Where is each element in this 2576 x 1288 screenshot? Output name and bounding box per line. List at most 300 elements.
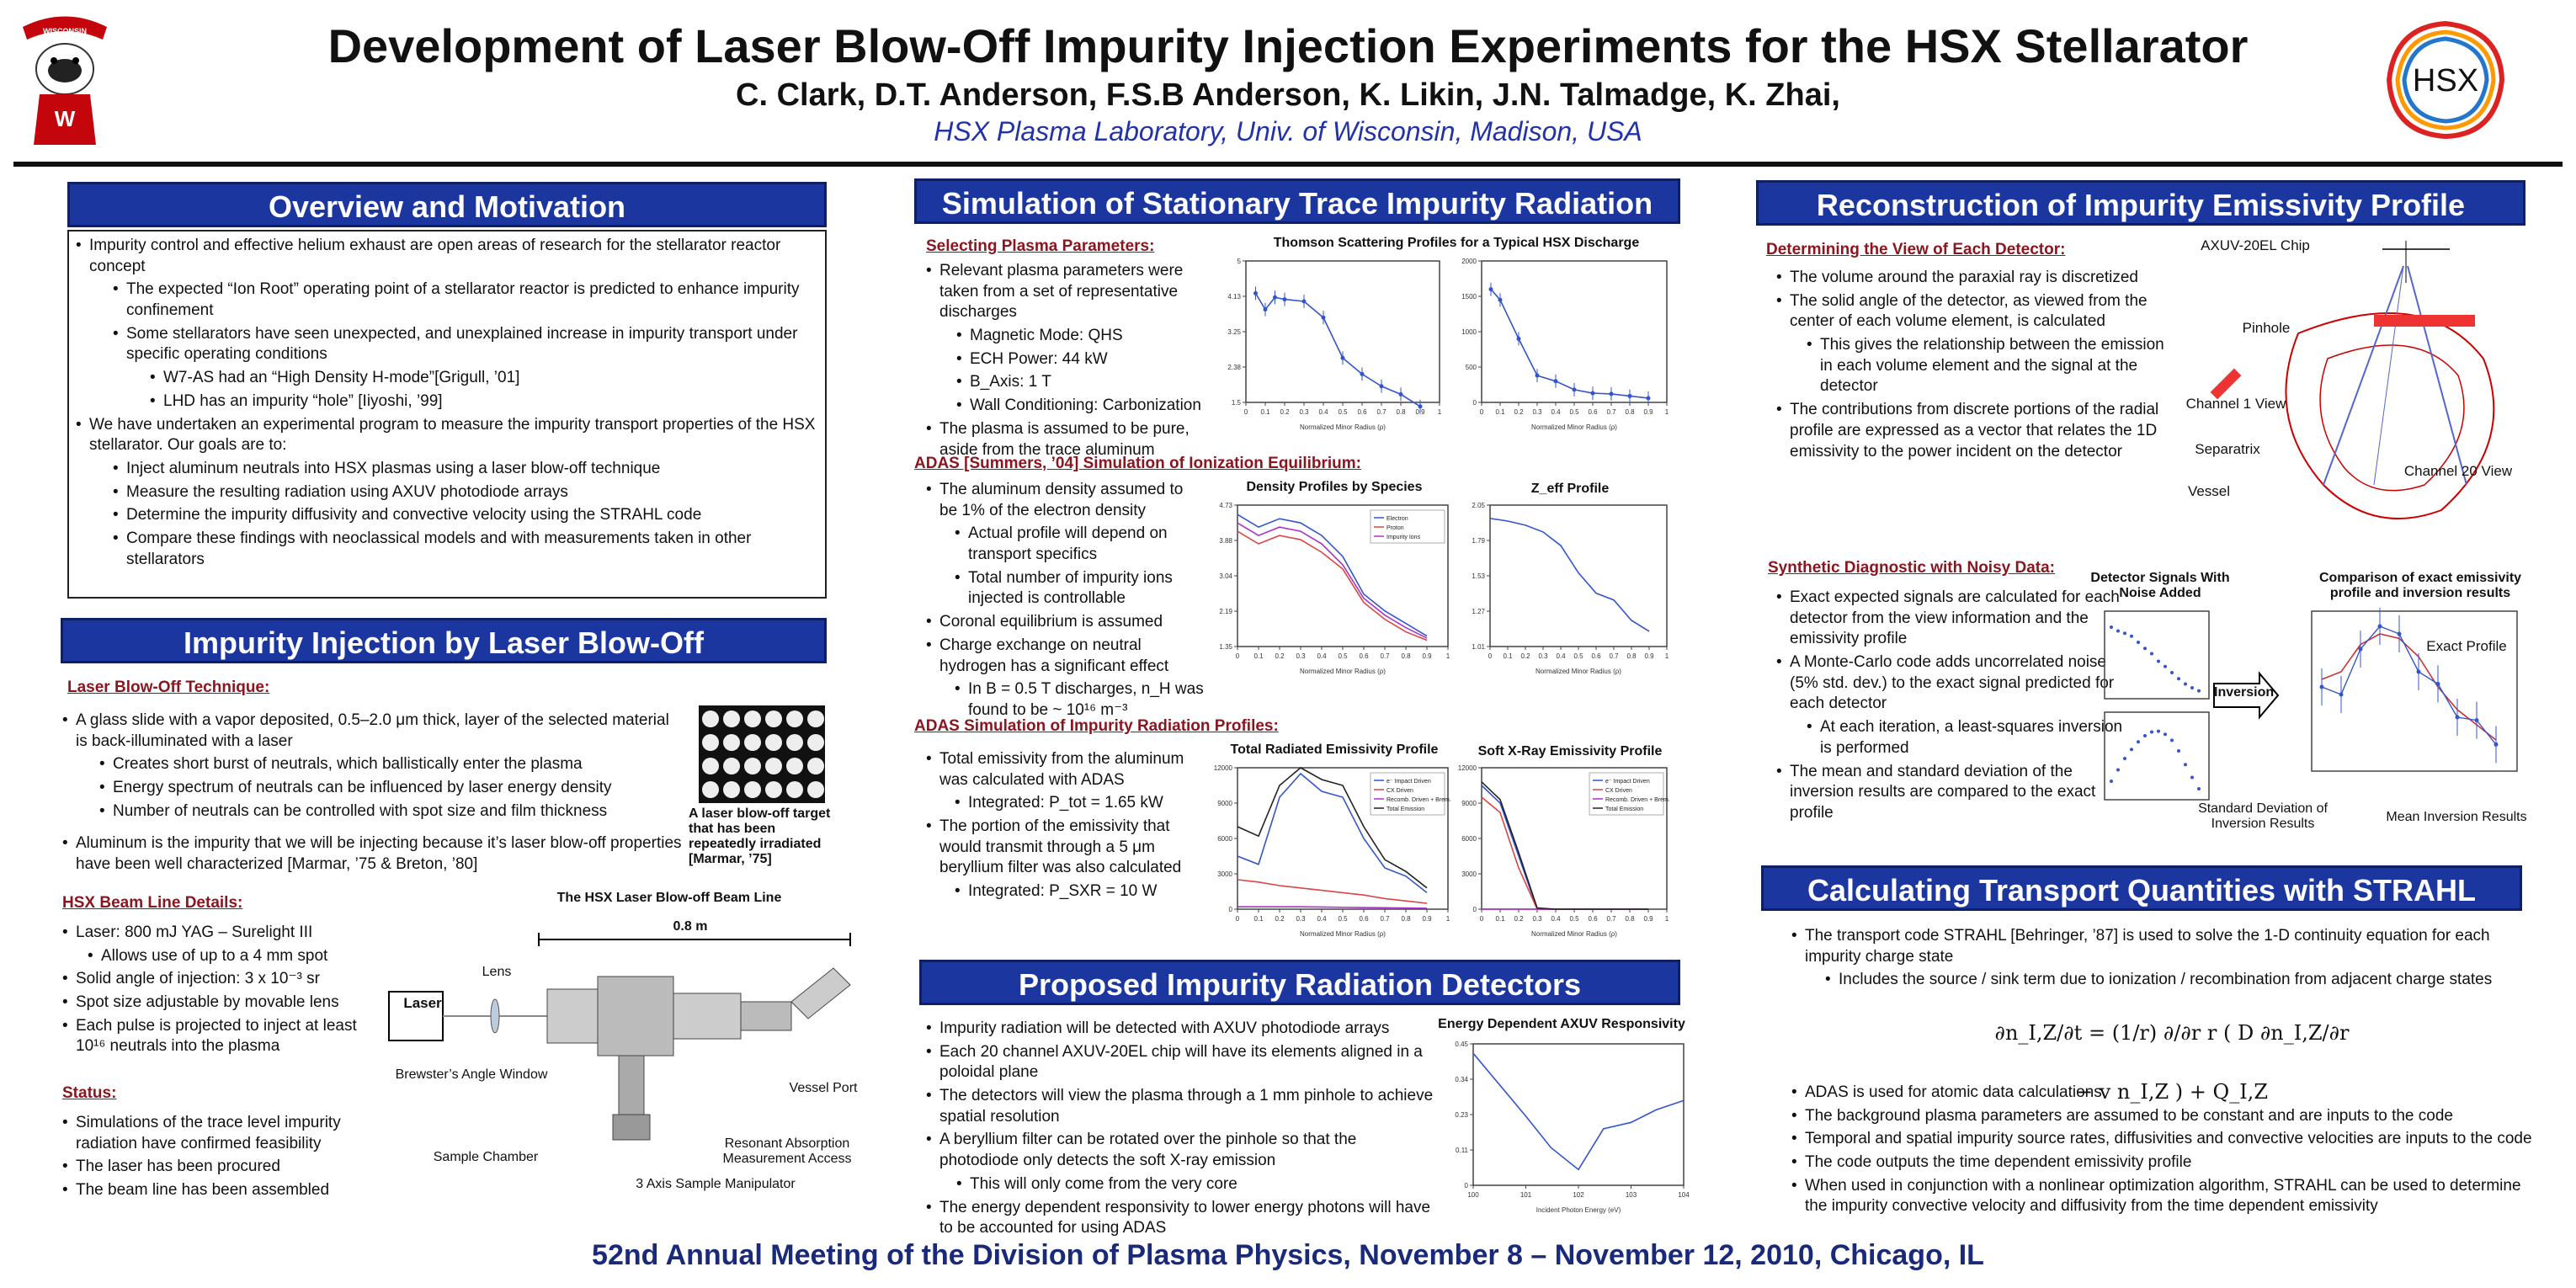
list-item: • The volume around the paraxial ray is discretized — [1776, 268, 2172, 289]
x-tick-label: 0.5 — [1569, 408, 1579, 416]
list-item: • The detectors will view the plasma through a 1 mm pinhole to achieve spatial resolution — [926, 1086, 1440, 1127]
y-tick-label: 12000 — [1457, 764, 1477, 772]
y-tick-label: 1.35 — [1219, 643, 1232, 651]
x-axis-label: Incident Photon Energy (eV) — [1535, 1206, 1621, 1214]
y-tick-label: 4.73 — [1219, 502, 1232, 509]
legend-label: Proton — [1386, 525, 1404, 531]
x-tick-label: 0 — [1235, 915, 1240, 923]
legend-label: Electron — [1386, 516, 1408, 522]
series-line — [1256, 293, 1421, 406]
detectors-title: Proposed Impurity Radiation Detectors — [919, 960, 1680, 1005]
mean-point — [2359, 647, 2363, 652]
legend-label: Total Emission — [1605, 806, 1644, 812]
signal-point — [2157, 660, 2160, 663]
list-item: • The contributions from discrete portions of the radial profile are expressed as a vector that relates the 1D emissivity to the power incident on the detector — [1776, 400, 2172, 462]
footer-meeting: 52nd Annual Meeting of the Division of Plasma Physics, November 8 – November 12, 2010, Chicago, IL — [592, 1239, 1984, 1271]
y-tick-label: 2.19 — [1219, 608, 1232, 615]
y-tick-label: 1.53 — [1472, 572, 1485, 580]
laser-label: Laser — [403, 995, 442, 1011]
x-tick-label: 0.8 — [1401, 652, 1411, 660]
y-tick-label: 6000 — [1461, 835, 1477, 843]
list-item: • Includes the source / sink term due to ionization / recombination from adjacent charge states — [1825, 970, 2524, 991]
signal-point — [2123, 757, 2126, 760]
target-spot — [765, 711, 782, 727]
list-item: • We have undertaken an experimental program to measure the impurity transport properties of the HSX stellarator. Our goals are to: — [76, 415, 818, 456]
list-item: • Aluminum is the impurity that we will be injecting because it’s laser blow-off properties have been well characterized [Marmar, ’75 & Breton, ’80] — [62, 833, 685, 875]
beamline-length: 0.8 m — [673, 919, 708, 934]
list-item: • Each pulse is projected to inject at least 10¹⁶ neutrals into the plasma — [62, 1016, 374, 1057]
x-tick-label: 0 — [1479, 915, 1484, 923]
list-item: • Integrated: P_tot = 1.65 kW — [955, 793, 1212, 814]
list-item: • Exact expected signals are calculated for each detector from the view information and the emissivity profile — [1776, 588, 2130, 650]
resp-title: Energy Dependent AXUV Responsivity — [1438, 1017, 1685, 1031]
list-item: • Energy spectrum of neutrals can be influenced by laser energy density — [99, 778, 677, 799]
x-tick-label: 0.9 — [1422, 652, 1432, 660]
y-tick-label: 3.04 — [1219, 572, 1232, 580]
density-title: Density Profiles by Species — [1246, 480, 1423, 494]
x-tick-label: 0.2 — [1514, 408, 1524, 416]
manipulator-label: 3 Axis Sample Manipulator — [636, 1177, 796, 1191]
y-tick-label: 4.13 — [1227, 293, 1241, 301]
target-spot — [702, 758, 719, 774]
target-photo — [699, 705, 825, 803]
responsivity-chart — [1440, 1034, 1692, 1219]
y-tick-label: 1500 — [1461, 293, 1477, 301]
y-tick-label: 3.25 — [1227, 328, 1241, 336]
signal-point — [2116, 630, 2120, 633]
detector-signals-chart — [2096, 606, 2214, 808]
status-heading: Status: — [62, 1084, 117, 1102]
inversion-label: Inversion — [2214, 685, 2275, 700]
signal-point — [2177, 749, 2180, 753]
sample-chamber-label: Sample Chamber — [433, 1150, 539, 1164]
plot-frame — [1473, 1044, 1684, 1185]
y-tick-label: 2000 — [1461, 258, 1477, 265]
mean-point — [2378, 625, 2382, 629]
y-tick-label: 5 — [1237, 258, 1241, 265]
list-item: • Coronal equilibrium is assumed — [926, 612, 1204, 633]
total-rad-title: Total Radiated Emissivity Profile — [1230, 742, 1439, 757]
sxr-chart — [1445, 758, 1675, 943]
injection-title: Impurity Injection by Laser Blow-Off — [61, 618, 827, 663]
x-tick-label: 1 — [1445, 652, 1450, 660]
x-tick-label: 0.5 — [1573, 652, 1583, 660]
list-item: • LHD has an impurity “hole” [Iiyoshi, ’99] — [150, 391, 818, 412]
resonant-label: Resonant Absorption Measurement Access — [722, 1136, 852, 1166]
x-tick-label: 0.5 — [1338, 408, 1348, 416]
synth-heading: Synthetic Diagnostic with Noisy Data: — [1768, 559, 2055, 577]
beamline-heading: HSX Beam Line Details: — [62, 894, 243, 912]
sxr-title: Soft X-Ray Emissivity Profile — [1477, 744, 1663, 758]
x-tick-label: 0 — [1243, 408, 1248, 416]
signal-point — [2170, 738, 2174, 742]
x-tick-label: 0.8 — [1401, 915, 1411, 923]
list-item: • The background plasma parameters are assumed to be constant and are inputs to the code — [1791, 1106, 2532, 1127]
x-axis-label: Normalized Minor Radius (ρ) — [1300, 423, 1386, 431]
view-heading: Determining the View of Each Detector: — [1766, 241, 2066, 258]
target-spot — [786, 734, 803, 751]
target-spot — [744, 758, 761, 774]
legend-label: CX Driven — [1605, 788, 1632, 794]
ch20-label: Channel 20 View — [2403, 463, 2513, 479]
target-spot — [807, 734, 824, 751]
target-spot — [765, 758, 782, 774]
x-tick-label: 0.4 — [1556, 652, 1566, 660]
adas-list — [926, 480, 1204, 724]
x-tick-label: 0.2 — [1275, 915, 1285, 923]
authors: C. Clark, D.T. Anderson, F.S.B Anderson, K. Likin, J.N. Talmadge, K. Zhai, — [736, 77, 1840, 113]
x-tick-label: 101 — [1520, 1191, 1532, 1199]
list-item: • The beam line has been assembled — [62, 1180, 374, 1201]
list-item: • Compare these findings with neoclassical models and with measurements taken in other stellarators — [113, 529, 818, 570]
mean-point — [2436, 682, 2440, 686]
technique-list — [62, 711, 677, 824]
y-tick-label: 0.11 — [1456, 1147, 1468, 1154]
target-spot — [807, 781, 824, 798]
x-tick-label: 0.1 — [1253, 915, 1264, 923]
target-spot — [744, 711, 761, 727]
plot-frame — [1246, 261, 1440, 402]
vessel-port-label: Vessel Port — [789, 1081, 858, 1095]
beamline-list — [62, 923, 374, 1060]
signal-point — [2137, 740, 2140, 743]
list-item: • The solid angle of the detector, as viewed from the center of each volume element, is calculated — [1776, 291, 2172, 333]
target-spot — [723, 781, 740, 798]
y-tick-label: 9000 — [1217, 800, 1232, 807]
x-tick-label: 0.6 — [1359, 652, 1369, 660]
x-axis-label: Normalized Minor Radius (ρ) — [1535, 668, 1621, 675]
list-item: • Number of neutrals can be controlled with spot size and film thickness — [99, 801, 677, 822]
x-tick-label: 1 — [1664, 652, 1669, 660]
y-tick-label: 3.88 — [1219, 537, 1232, 545]
x-tick-label: 1 — [1445, 915, 1450, 923]
legend-label: e⁻ Impact Driven — [1605, 779, 1650, 785]
x-tick-label: 0.3 — [1532, 915, 1542, 923]
list-item: • The portion of the emissivity that would transmit through a 5 μm beryllium filter was also calculated — [926, 817, 1212, 879]
x-tick-label: 0.5 — [1569, 915, 1579, 923]
aluminum-note — [62, 833, 685, 877]
list-item: • A Monte-Carlo code adds uncorrelated noise (5% std. dev.) to the exact signal predicted for each detector — [1776, 652, 2130, 715]
series-line — [1237, 907, 1427, 908]
x-tick-label: 0.3 — [1299, 408, 1309, 416]
y-tick-label: 12000 — [1213, 764, 1232, 772]
y-tick-label: 1.5 — [1231, 399, 1241, 407]
x-tick-label: 104 — [1678, 1191, 1690, 1199]
x-tick-label: 0.1 — [1260, 408, 1270, 416]
list-item: • The code outputs the time dependent emissivity profile — [1791, 1152, 2532, 1174]
x-tick-label: 0.8 — [1396, 408, 1406, 416]
thomson-temperature-chart — [1448, 251, 1675, 436]
mean-point — [2475, 718, 2479, 722]
y-tick-label: 0 — [1464, 1182, 1468, 1190]
signal-point — [2190, 776, 2194, 780]
list-item: • Temporal and spatial impurity source rates, diffusivities and convective velocities are inputs to the code — [1791, 1129, 2532, 1150]
x-tick-label: 0.7 — [1376, 408, 1386, 416]
target-spot — [786, 781, 803, 798]
target-spot — [744, 781, 761, 798]
x-tick-label: 0.4 — [1551, 915, 1561, 923]
signal-point — [2110, 780, 2113, 783]
beamline-diagram-title: The HSX Laser Blow-off Beam Line — [556, 891, 782, 905]
list-item: • A glass slide with a vapor deposited, 0.5–2.0 μm thick, layer of the selected material is back-illuminated with a laser — [62, 711, 677, 752]
signal-point — [2116, 769, 2120, 772]
x-tick-label: 0.7 — [1606, 915, 1616, 923]
y-tick-label: 0 — [1228, 906, 1232, 913]
signal-point — [2164, 665, 2167, 668]
strahl-title: Calculating Transport Quantities with STRAHL — [1761, 865, 2522, 911]
detectors-list — [926, 1019, 1440, 1242]
list-item: • Measure the resulting radiation using AXUV photodiode arrays — [113, 482, 818, 503]
signal-point — [2150, 652, 2153, 656]
x-tick-label: 0.6 — [1359, 915, 1369, 923]
list-item: • ADAS is used for atomic data calculations — [1791, 1083, 2532, 1104]
list-item: • The energy dependent responsivity to lower energy photons will have to be accounted for using ADAS — [926, 1198, 1440, 1239]
list-item: • This gives the relationship between the emission in each volume element and the signal at the detector — [1807, 335, 2172, 397]
hsx-logo — [2382, 17, 2509, 143]
status-list — [62, 1113, 374, 1204]
list-item: • The plasma is assumed to be pure, aside from the trace aluminum — [926, 419, 1212, 460]
header-divider — [13, 162, 2563, 167]
legend-label: Recomb. Driven + Brem. — [1386, 797, 1451, 803]
signal-point — [2190, 686, 2194, 689]
y-tick-label: 2.38 — [1227, 364, 1241, 371]
target-spot — [702, 734, 719, 751]
list-item: • Relevant plasma parameters were taken from a set of representative discharges — [926, 261, 1212, 323]
target-spot — [723, 711, 740, 727]
list-item: • Total number of impurity ions injected is controllable — [955, 568, 1204, 609]
compare-title: Comparison of exact emissivity profile and inversion results — [2318, 571, 2522, 600]
x-tick-label: 0.8 — [1625, 408, 1635, 416]
list-item: • B_Axis: 1 T — [956, 372, 1212, 393]
y-tick-label: 2.05 — [1472, 502, 1485, 509]
x-tick-label: 0.7 — [1606, 408, 1616, 416]
signal-point — [2130, 748, 2133, 751]
thomson-density-chart — [1212, 251, 1448, 436]
continuity-equation: ∂n_I,Z/∂t = (1/r) ∂/∂r r ( D ∂n_I,Z/∂r − v n_I,Z ) + Q_I,Z — [1994, 1021, 2350, 1104]
list-item: • Solid angle of injection: 3 x 10⁻³ sr — [62, 969, 374, 990]
signal-point — [2150, 731, 2153, 734]
strahl-bottom-list — [1791, 1083, 2532, 1220]
synth-list — [1776, 588, 2130, 827]
y-tick-label: 3000 — [1217, 870, 1232, 878]
x-tick-label: 0.7 — [1380, 652, 1390, 660]
list-item: • Simulations of the trace level impurity radiation have confirmed feasibility — [62, 1113, 374, 1154]
x-tick-label: 0 — [1479, 408, 1484, 416]
legend-label: Recomb. Driven + Brem. — [1605, 797, 1670, 803]
series-line — [1237, 880, 1427, 903]
x-tick-label: 0.1 — [1253, 652, 1264, 660]
y-tick-label: 1000 — [1461, 328, 1477, 336]
std-label: Standard Deviation of Inversion Results — [2198, 801, 2328, 831]
x-tick-label: 0.1 — [1495, 915, 1505, 923]
y-tick-label: 500 — [1465, 364, 1477, 371]
y-tick-label: 0.45 — [1455, 1041, 1468, 1048]
target-spot — [786, 758, 803, 774]
target-spot — [807, 758, 824, 774]
signal-point — [2197, 787, 2201, 790]
exact-profile-label: Exact Profile — [2426, 638, 2507, 654]
target-spot — [744, 734, 761, 751]
mean-label: Mean Inversion Results — [2386, 810, 2527, 824]
x-tick-label: 0.4 — [1318, 408, 1328, 416]
mean-point — [2320, 685, 2324, 689]
series-line — [1473, 1053, 1684, 1169]
svg-text:W: W — [54, 106, 76, 131]
x-tick-label: 0.2 — [1275, 652, 1285, 660]
adas-heading: ADAS [Summers, ’04] Simulation of Ionization Equilibrium: — [914, 455, 1361, 472]
y-tick-label: 0 — [1472, 399, 1477, 407]
x-tick-label: 0 — [1235, 652, 1240, 660]
list-item: • Some stellarators have seen unexpected, and unexplained increase in impurity transport under specific operating conditions — [113, 324, 818, 365]
list-item: • Determine the impurity diffusivity and convective velocity using the STRAHL code — [113, 505, 818, 526]
target-spot — [807, 711, 824, 727]
list-item: • Creates short burst of neutrals, which ballistically enter the plasma — [99, 754, 677, 775]
lens-label: Lens — [482, 965, 512, 979]
list-item: • Charge exchange on neutral hydrogen has a significant effect — [926, 636, 1204, 677]
overview-list — [76, 236, 818, 572]
signal-point — [2170, 671, 2174, 674]
affiliation: HSX Plasma Laboratory, Univ. of Wisconsin, Madison, USA — [934, 116, 1642, 146]
x-tick-label: 0.9 — [1422, 915, 1432, 923]
list-item: • ECH Power: 44 kW — [956, 349, 1212, 370]
zeff-title: Z_eff Profile — [1530, 482, 1610, 496]
target-caption: A laser blow-off target that has been repeatedly irradiated [Marmar, ’75] — [689, 806, 831, 866]
zeff-chart — [1456, 495, 1675, 680]
density-chart — [1204, 495, 1456, 680]
series-line — [1491, 290, 1648, 398]
strahl-top-list — [1791, 926, 2524, 993]
target-spot — [765, 781, 782, 798]
rad-list — [926, 749, 1212, 905]
list-item: • The expected “Ion Root” operating point of a stellarator reactor is predicted to enhance impurity confinement — [113, 279, 818, 321]
signal-point — [2110, 625, 2113, 629]
signal-point — [2184, 763, 2187, 766]
list-item: • W7-AS had an “High Density H-mode”[Grigull, ’01] — [150, 368, 818, 389]
y-tick-label: 0 — [1472, 906, 1477, 913]
x-tick-label: 0.4 — [1317, 652, 1327, 660]
x-axis-label: Normalized Minor Radius (ρ) — [1300, 668, 1386, 675]
inversion-compare-chart — [2281, 603, 2534, 805]
target-spot — [765, 734, 782, 751]
panel-frame — [2105, 712, 2209, 800]
y-tick-label: 1.27 — [1472, 608, 1485, 615]
y-tick-label: 0.34 — [1455, 1076, 1468, 1083]
list-item: • The mean and standard deviation of the inversion results are compared to the exact profile — [1776, 762, 2130, 824]
x-tick-label: 1 — [1664, 408, 1669, 416]
list-item: • Wall Conditioning: Carbonization — [956, 396, 1212, 417]
x-axis-label: Normalized Minor Radius (ρ) — [1531, 423, 1617, 431]
target-spot — [723, 734, 740, 751]
list-item: • Allows use of up to a 4 mm spot — [88, 946, 374, 967]
x-tick-label: 0.9 — [1643, 408, 1653, 416]
list-item: • The transport code STRAHL [Behringer, ’87] is used to solve the 1-D continuity equation for each impurity charge state — [1791, 926, 2524, 967]
x-tick-label: 0.2 — [1520, 652, 1530, 660]
signal-point — [2130, 635, 2133, 638]
x-tick-label: 0.1 — [1495, 408, 1505, 416]
list-item: • Spot size adjustable by movable lens — [62, 993, 374, 1014]
signal-point — [2164, 732, 2167, 736]
signal-point — [2184, 683, 2187, 686]
x-tick-label: 0 — [1488, 652, 1493, 660]
y-tick-label: 3000 — [1461, 870, 1477, 878]
vessel-label: Vessel — [2187, 483, 2231, 499]
signal-point — [2137, 641, 2140, 644]
simulation-title: Simulation of Stationary Trace Impurity Radiation — [914, 178, 1680, 224]
view-list — [1776, 268, 2172, 465]
x-tick-label: 0.1 — [1503, 652, 1513, 660]
x-tick-label: 0.6 — [1357, 408, 1367, 416]
list-item: • The aluminum density assumed to be 1% of the electron density — [926, 480, 1204, 521]
signal-point — [2177, 677, 2180, 680]
thomson-title: Thomson Scattering Profiles for a Typical HSX Discharge — [1273, 236, 1640, 250]
x-tick-label: 103 — [1625, 1191, 1637, 1199]
x-tick-label: 0.7 — [1609, 652, 1619, 660]
y-tick-label: 6000 — [1217, 835, 1232, 843]
x-tick-label: 0.3 — [1296, 915, 1306, 923]
x-axis-label: Normalized Minor Radius (ρ) — [1531, 930, 1617, 938]
overview-title: Overview and Motivation — [67, 182, 827, 227]
x-tick-label: 0.3 — [1538, 652, 1548, 660]
svg-text:HSX: HSX — [2412, 63, 2479, 98]
list-item: • Actual profile will depend on transport specifics — [955, 524, 1204, 565]
brewster-label: Brewster’s Angle Window — [395, 1067, 548, 1082]
list-item: • Inject aluminum neutrals into HSX plasmas using a laser blow-off technique — [113, 459, 818, 480]
mean-point — [2417, 670, 2421, 674]
poster-title: Development of Laser Blow-Off Impurity Injection Experiments for the HSX Stellarator — [327, 19, 2249, 72]
legend-label: CX Driven — [1386, 788, 1413, 794]
list-item: • A beryllium filter can be rotated over the pinhole so that the photodiode only detects the soft X-ray emission — [926, 1130, 1440, 1171]
x-tick-label: 0.6 — [1591, 652, 1601, 660]
plot-frame — [1482, 261, 1667, 402]
det-signals-title: Detector Signals With Noise Added — [2090, 571, 2230, 600]
x-tick-label: 0.6 — [1588, 915, 1598, 923]
x-tick-label: 0.4 — [1551, 408, 1561, 416]
x-tick-label: 1 — [1664, 915, 1669, 923]
series-line — [1490, 519, 1649, 631]
list-item: • The laser has been procured — [62, 1157, 374, 1178]
signal-point — [2157, 730, 2160, 733]
list-item: • Laser: 800 mJ YAG – Surelight III — [62, 923, 374, 944]
x-tick-label: 100 — [1467, 1191, 1479, 1199]
legend-label: Total Emission — [1386, 806, 1425, 812]
legend-label: Impurity Ions — [1386, 535, 1421, 540]
x-tick-label: 0.2 — [1280, 408, 1290, 416]
poster-header — [0, 0, 2576, 164]
separatrix-label: Separatrix — [2195, 441, 2260, 457]
x-tick-label: 0.9 — [1415, 408, 1425, 416]
pinhole-label: Pinhole — [2242, 320, 2291, 336]
chip-label: AXUV-20EL Chip — [2201, 237, 2310, 253]
x-tick-label: 102 — [1573, 1191, 1584, 1199]
signal-point — [2143, 647, 2147, 650]
list-item: • At each iteration, a least-squares inversion is performed — [1807, 717, 2130, 758]
list-item: • This will only come from the very core — [956, 1174, 1440, 1195]
mean-point — [2339, 693, 2344, 697]
target-spot — [786, 711, 803, 727]
x-tick-label: 0.2 — [1514, 915, 1524, 923]
x-tick-label: 0.8 — [1625, 915, 1635, 923]
y-tick-label: 0.23 — [1455, 1111, 1468, 1119]
y-tick-label: 1.79 — [1472, 537, 1485, 545]
list-item: • Integrated: P_SXR = 10 W — [955, 881, 1212, 902]
y-tick-label: 9000 — [1461, 800, 1477, 807]
mean-point — [2398, 632, 2402, 636]
list-item: • Impurity control and effective helium exhaust are open areas of research for the stellarator reactor concept — [76, 236, 818, 277]
signal-point — [2143, 734, 2147, 737]
list-item: • Magnetic Mode: QHS — [956, 326, 1212, 347]
x-tick-label: 0.7 — [1380, 915, 1390, 923]
x-axis-label: Normalized Minor Radius (ρ) — [1300, 930, 1386, 938]
